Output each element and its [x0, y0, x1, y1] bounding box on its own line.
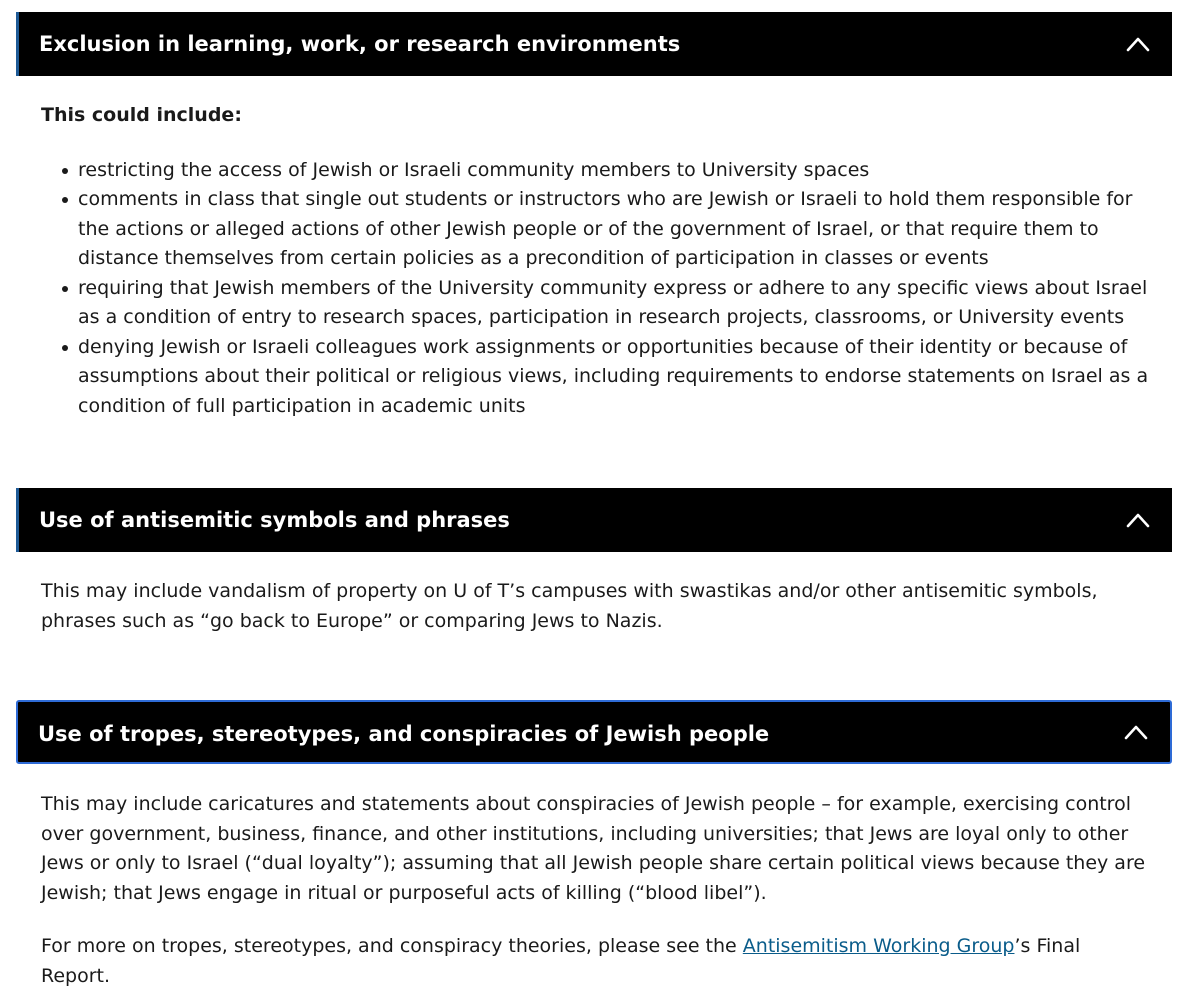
- accordion-title: Exclusion in learning, work, or research environments: [39, 32, 681, 56]
- list-item: restricting the access of Jewish or Israeli community members to University spaces: [41, 156, 1151, 186]
- working-group-link[interactable]: Antisemitism Working Group: [742, 935, 1015, 957]
- list-item: denying Jewish or Israeli colleagues work assignments or opportunities because of their identity or because of assumptions about their political or religious views, including requirements to endorse statements on Israel as a condition of full participation in academic units: [41, 333, 1151, 422]
- more-info-suffix: ’s Final Report.: [41, 935, 1081, 987]
- panel-more-info: [41, 932, 1151, 991]
- accordion-panel-symbols: [41, 577, 1151, 636]
- accordion-title: Use of antisemitic symbols and phrases: [39, 508, 510, 532]
- panel-body: This may include vandalism of property on U of T’s campuses with swastikas and/or other antisemitic symbols, phrases such as “go back to Europe” or comparing Jews to Nazis.: [41, 580, 1098, 632]
- accordion-title: Use of tropes, stereotypes, and conspiracies of Jewish people: [38, 722, 770, 746]
- chevron-up-icon[interactable]: [1124, 32, 1152, 56]
- accordion-header-tropes[interactable]: [16, 700, 1172, 764]
- chevron-up-icon[interactable]: [1122, 720, 1150, 744]
- accordion-panel-exclusion: [41, 101, 1151, 421]
- accordion-header-symbols[interactable]: [16, 488, 1172, 552]
- bullet-list: [41, 156, 1151, 422]
- list-item: comments in class that single out students or instructors who are Jewish or Israeli to hold them responsible for the actions or alleged actions of other Jewish people or of the government of Israel, or that require them to distance themselves from certain policies as a precondition of participation in classes or events: [41, 185, 1151, 274]
- list-item: requiring that Jewish members of the University community express or adhere to any specific views about Israel as a condition of entry to research spaces, participation in research projects, classrooms, or University events: [41, 274, 1151, 333]
- more-info-prefix: For more on tropes, stereotypes, and conspiracy theories, please see the: [41, 935, 743, 957]
- accordion-header-exclusion[interactable]: [16, 12, 1172, 76]
- panel-body: This may include caricatures and statements about conspiracies of Jewish people – for example, exercising control over government, business, finance, and other institutions, including universities; that Jews are loyal only to other Jews or only to Israel (“dual loyalty”); assuming that all Jewish people share certain political views because they are Jewish; that Jews engage in ritual or purposeful acts of killing (“blood libel”).: [41, 793, 1146, 904]
- panel-lead: This could include:: [41, 104, 242, 126]
- chevron-up-icon[interactable]: [1124, 508, 1152, 532]
- accordion-panel-tropes: [41, 790, 1151, 991]
